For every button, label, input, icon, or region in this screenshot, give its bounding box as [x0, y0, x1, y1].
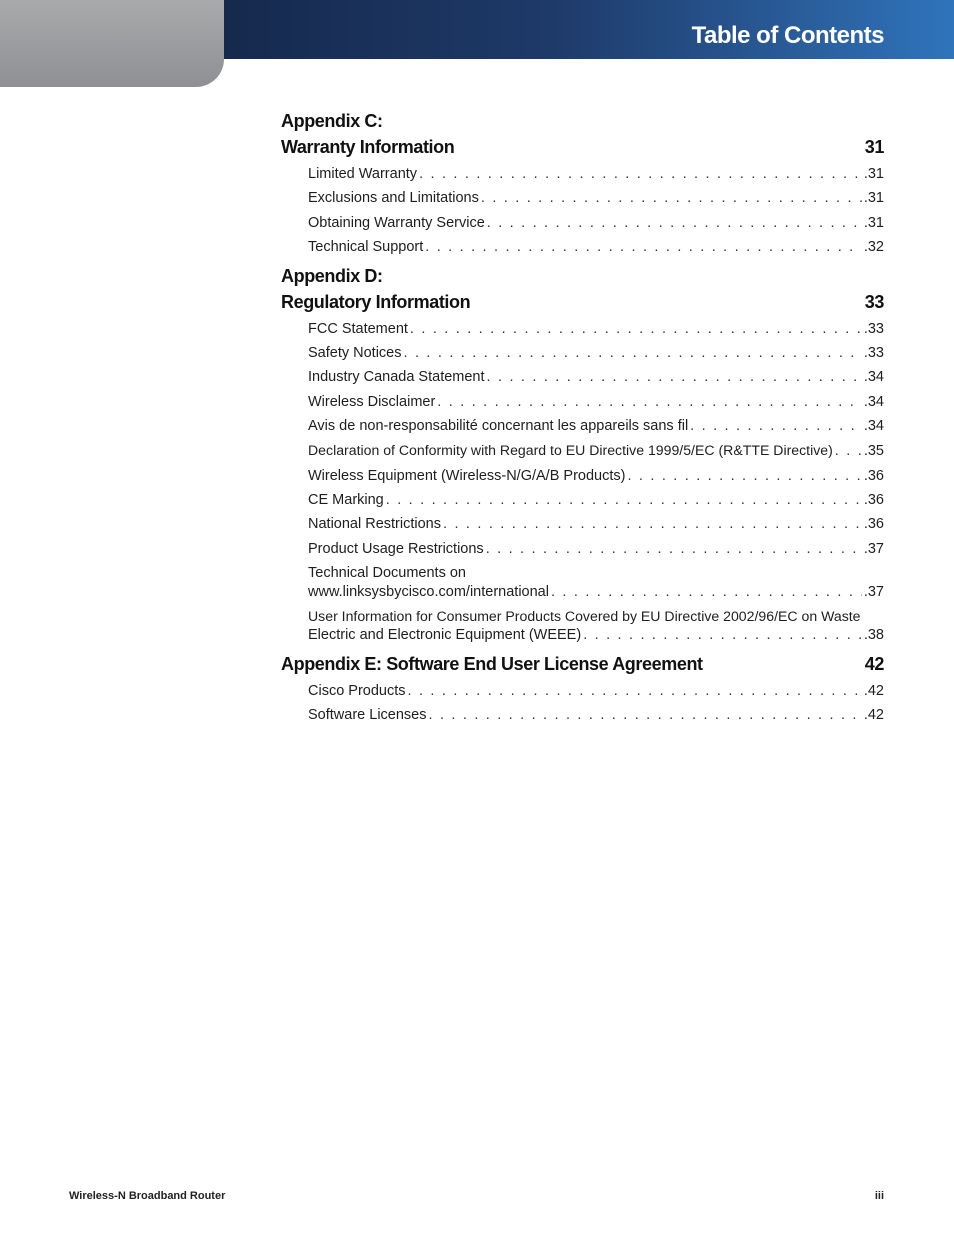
toc-entry-page[interactable]: .31: [863, 190, 884, 207]
section-entries: [308, 682, 884, 725]
toc-entry-title[interactable]: Wireless Equipment (Wireless-N/G/A/B Products): [308, 467, 626, 484]
toc-entry-title[interactable]: National Restrictions: [308, 516, 441, 533]
toc-entry[interactable]: [308, 165, 884, 184]
toc-entry-title[interactable]: Safety Notices: [308, 345, 402, 362]
toc-entry-page[interactable]: .36: [863, 516, 884, 533]
toc-entry-title[interactable]: Electric and Electronic Equipment (WEEE): [308, 627, 582, 644]
toc-entry-page[interactable]: .32: [863, 238, 884, 255]
toc-entry[interactable]: [308, 564, 884, 602]
toc-entry[interactable]: [308, 214, 884, 233]
section-heading[interactable]: [281, 289, 884, 315]
toc-entry[interactable]: [308, 393, 884, 412]
dot-leader: [404, 344, 862, 363]
toc-entry-title[interactable]: Limited Warranty: [308, 166, 418, 182]
toc-entry[interactable]: [308, 368, 884, 387]
page-title: Table of Contents: [691, 22, 884, 49]
section-page-number[interactable]: 33: [864, 291, 884, 312]
section-page-number[interactable]: 31: [864, 137, 884, 157]
page-footer: [69, 1190, 884, 1202]
footer-product-name: Wireless-N Broadband Router: [69, 1190, 226, 1202]
dot-leader: [386, 491, 862, 510]
dot-leader: [487, 368, 862, 387]
toc-entry-page[interactable]: .33: [863, 345, 884, 362]
toc-entry-page[interactable]: .31: [863, 166, 884, 182]
dot-leader: [419, 165, 862, 184]
toc-entry-page[interactable]: .42: [863, 683, 884, 700]
dot-leader: [425, 238, 862, 257]
toc-entry-title-line1[interactable]: User Information for Consumer Products Covered by EU Directive 2002/96/EC on Waste: [308, 608, 861, 625]
toc-entry[interactable]: [308, 467, 884, 486]
section-entries: [308, 165, 884, 257]
toc-entry-page[interactable]: .36: [863, 491, 884, 508]
toc-entry-page[interactable]: .35: [863, 443, 884, 460]
header-title-bar: [224, 0, 954, 59]
section-heading-line1[interactable]: Appendix D:: [281, 265, 383, 286]
section-page-number[interactable]: 42: [864, 654, 884, 675]
dot-leader: [443, 515, 862, 534]
toc-entry-title[interactable]: Cisco Products: [308, 683, 406, 700]
toc-entry-title-line1[interactable]: Technical Documents on: [308, 564, 466, 581]
dot-leader: [481, 189, 862, 208]
dot-leader: [408, 682, 862, 701]
toc-entry-page[interactable]: .34: [863, 418, 884, 435]
section-heading[interactable]: [281, 134, 884, 160]
toc-entry-page[interactable]: .42: [863, 707, 884, 724]
dot-leader: [583, 626, 862, 645]
toc-section-appendix-c: [281, 108, 884, 257]
dot-leader: [410, 320, 862, 339]
toc-entry[interactable]: [308, 189, 884, 208]
dot-leader: [551, 583, 862, 602]
toc-entry[interactable]: [308, 682, 884, 701]
footer-page-number: iii: [874, 1190, 884, 1202]
toc-entry-title[interactable]: Technical Support: [308, 238, 424, 255]
dot-leader: [627, 467, 861, 486]
section-heading-title[interactable]: Regulatory Information: [281, 291, 471, 312]
toc-entry-page[interactable]: .34: [863, 369, 884, 386]
toc-entry[interactable]: [308, 344, 884, 363]
toc-entry-title[interactable]: Wireless Disclaimer: [308, 393, 436, 410]
section-heading-title[interactable]: Appendix E: Software End User License Agreement: [281, 654, 703, 675]
toc-entry[interactable]: [308, 607, 884, 645]
toc-entry-title[interactable]: Exclusions and Limitations: [308, 190, 479, 207]
toc-entry-page[interactable]: .38: [863, 627, 884, 644]
dot-leader: [835, 442, 862, 461]
table-of-contents: [281, 108, 884, 731]
toc-entry-title[interactable]: CE Marking: [308, 491, 384, 508]
dot-leader: [486, 540, 862, 559]
toc-entry-page[interactable]: .31: [863, 214, 884, 231]
toc-section-appendix-d: [281, 263, 884, 645]
toc-entry-title[interactable]: www.linksysbycisco.com/international: [308, 583, 549, 600]
toc-entry-title[interactable]: Declaration of Conformity with Regard to EU Directive 1999/5/EC (R&TTE Directive): [308, 442, 833, 459]
toc-entry-page[interactable]: .36: [863, 467, 884, 484]
dot-leader: [690, 417, 862, 436]
toc-entry[interactable]: [308, 320, 884, 339]
toc-entry[interactable]: [308, 238, 884, 257]
toc-entry-page[interactable]: .34: [863, 393, 884, 410]
toc-entry-title[interactable]: Software Licenses: [308, 707, 427, 724]
toc-entry-page[interactable]: .37: [863, 540, 884, 557]
toc-entry-title[interactable]: Industry Canada Statement: [308, 369, 485, 386]
toc-entry[interactable]: [308, 491, 884, 510]
toc-section-appendix-e: [281, 651, 884, 725]
toc-entry-title[interactable]: Product Usage Restrictions: [308, 540, 484, 557]
header-gray-tab: [0, 0, 224, 87]
dot-leader: [428, 706, 861, 725]
section-entries: [308, 320, 884, 645]
toc-entry[interactable]: [308, 441, 884, 461]
toc-entry[interactable]: [308, 540, 884, 559]
toc-entry-page[interactable]: .33: [863, 320, 884, 337]
dot-leader: [487, 214, 862, 233]
section-heading-title[interactable]: Warranty Information: [281, 137, 455, 157]
toc-entry[interactable]: [308, 417, 884, 436]
section-heading[interactable]: [281, 651, 884, 677]
toc-entry-page[interactable]: .37: [863, 583, 884, 600]
toc-entry-title[interactable]: Obtaining Warranty Service: [308, 214, 485, 231]
toc-entry-title[interactable]: FCC Statement: [308, 320, 408, 337]
section-heading-line1[interactable]: Appendix C:: [281, 111, 383, 131]
toc-entry[interactable]: [308, 515, 884, 534]
dot-leader: [437, 393, 862, 412]
toc-entry-title[interactable]: Avis de non-responsabilité concernant les appareils sans fil: [308, 418, 689, 435]
toc-entry[interactable]: [308, 706, 884, 725]
